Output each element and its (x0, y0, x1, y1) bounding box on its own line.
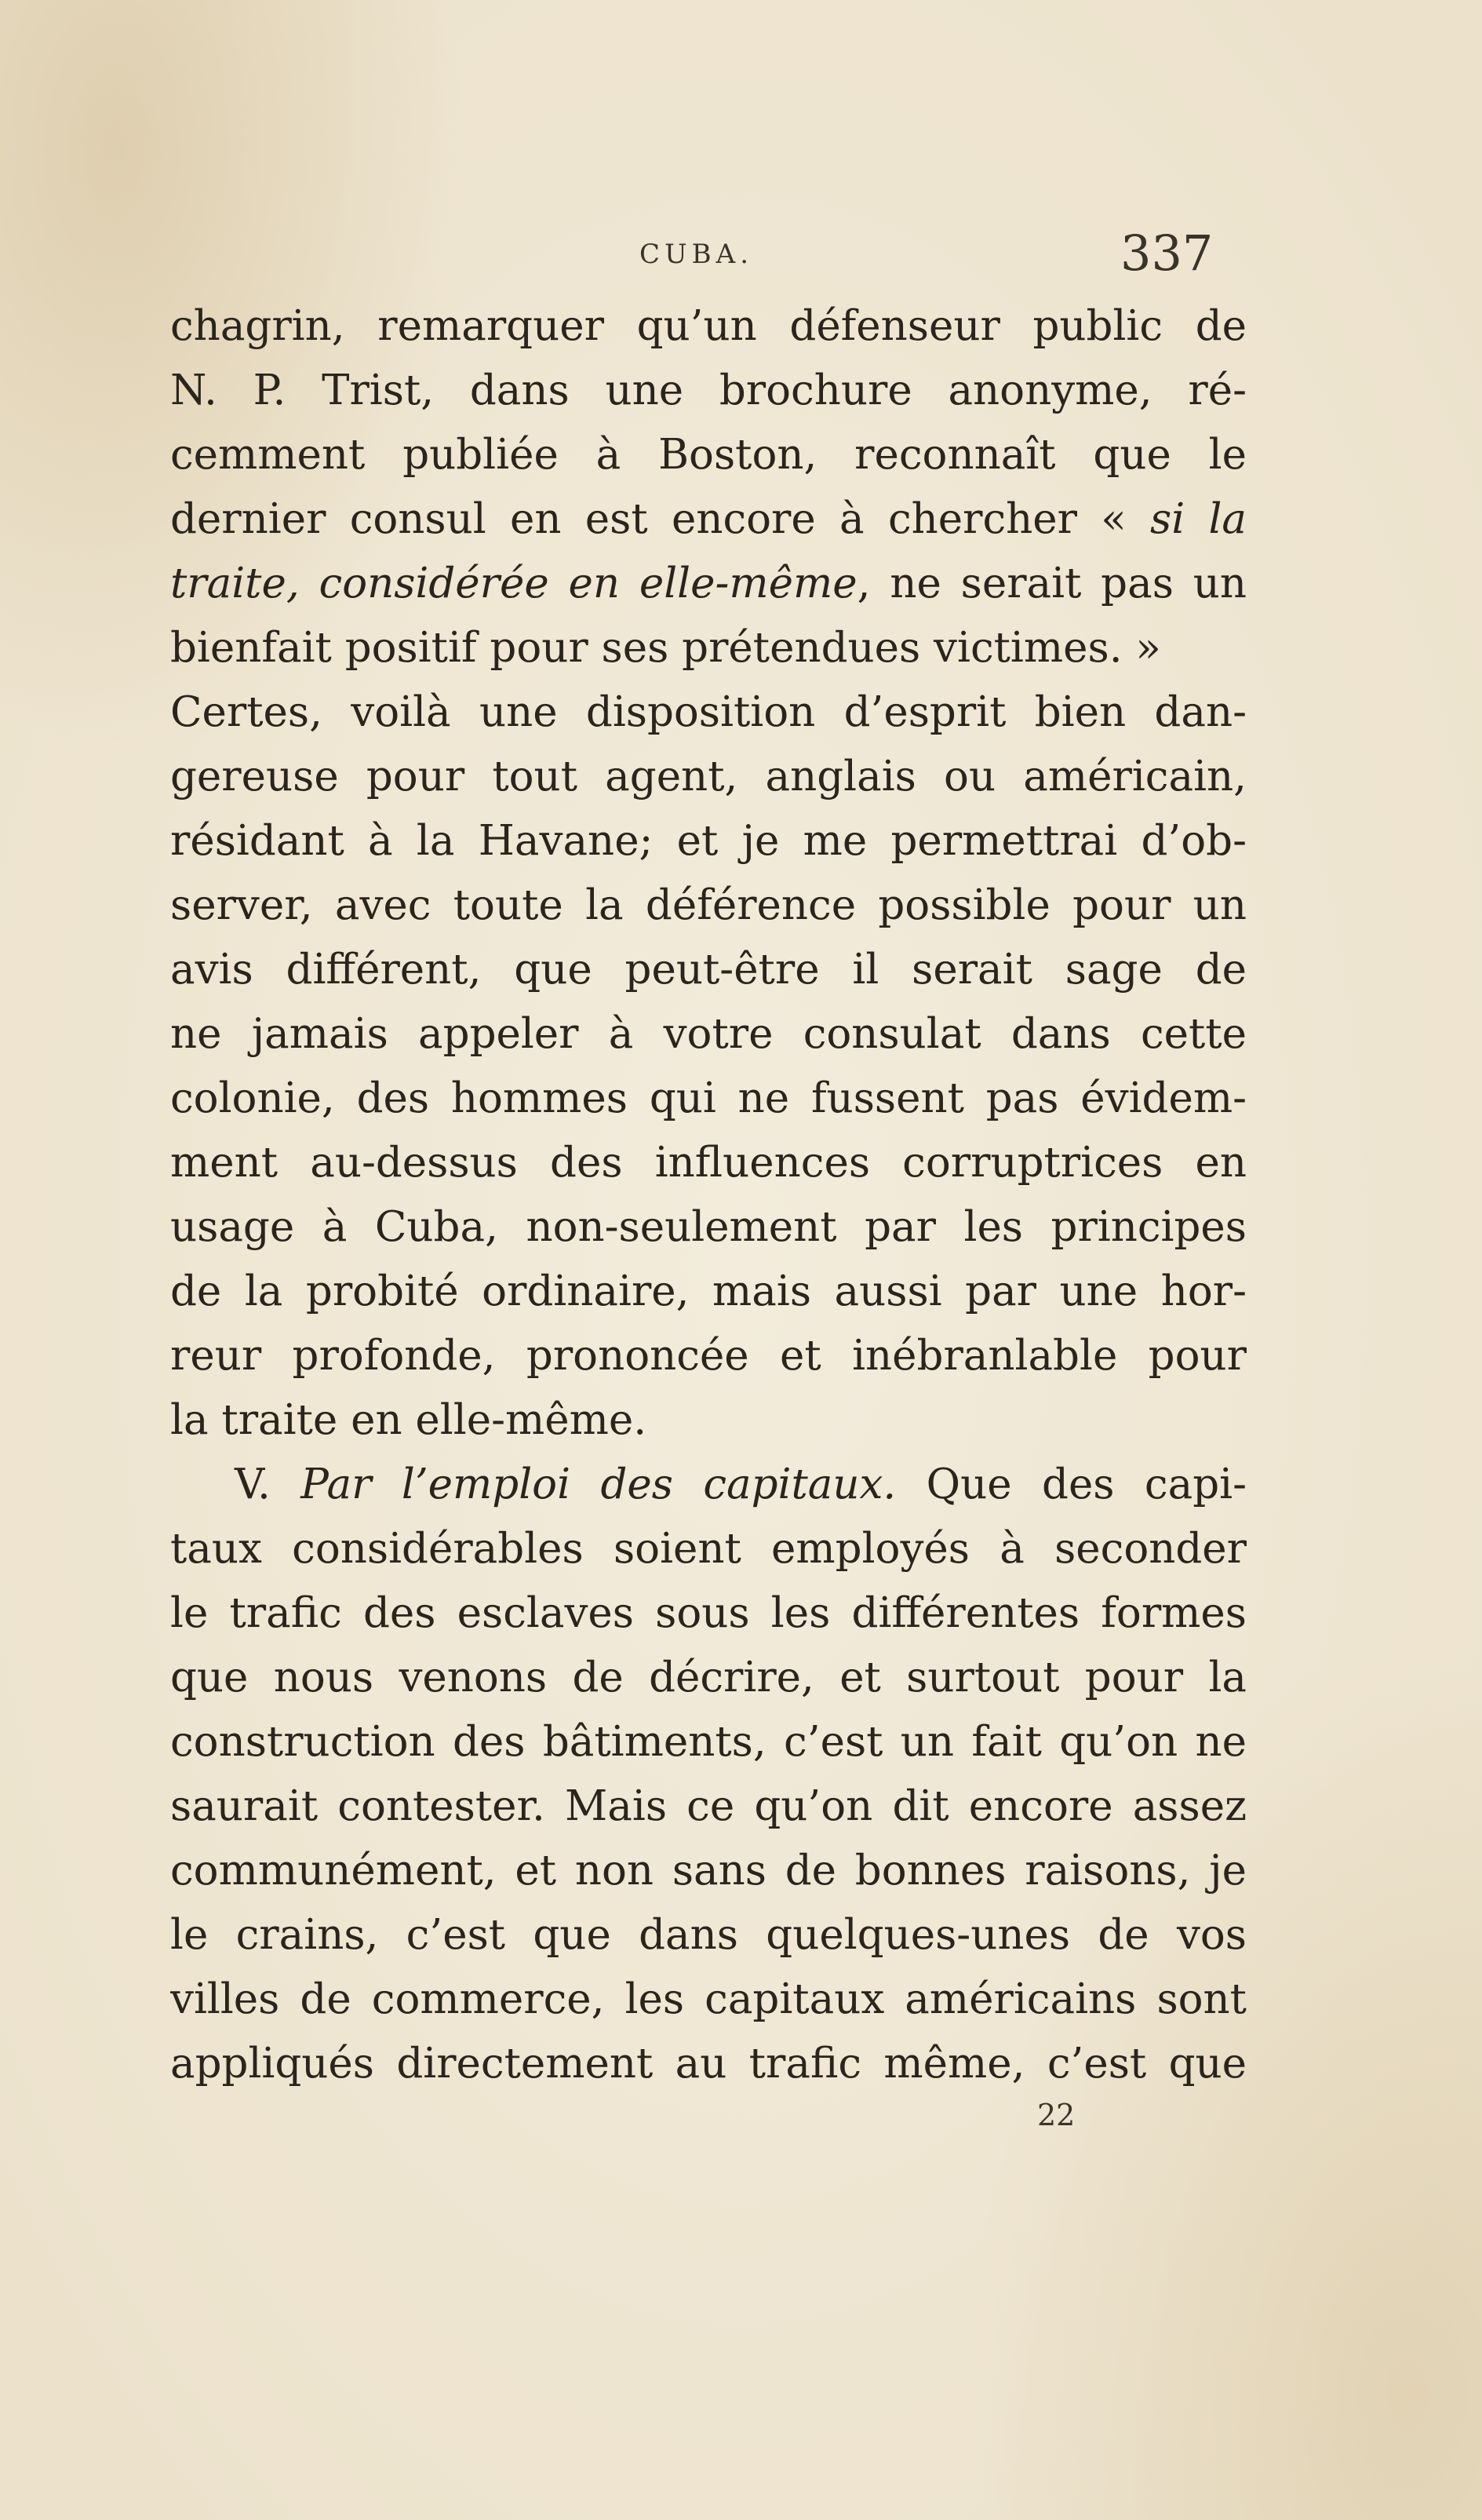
body-text (170, 294, 1247, 2096)
line-text: le crains, c’est que dans quelques-unes de vos (170, 1911, 1247, 1959)
text-line (170, 1388, 1247, 1453)
text-line (170, 1517, 1247, 1581)
line-italic-text: Par l’emploi des capitaux. (300, 1461, 897, 1508)
text-line (170, 1195, 1247, 1260)
line-text: construction des bâtiments, c’est un fait qu’on ne (170, 1718, 1247, 1766)
line-text: usage à Cuba, non-seulement par les principes (170, 1203, 1247, 1251)
text-line (170, 294, 1247, 359)
line-text: Que des capi- (896, 1461, 1247, 1508)
text-line (170, 1646, 1247, 1710)
line-text: résidant à la Havane; et je me permettrai d’ob- (170, 817, 1247, 865)
text-line (170, 616, 1247, 680)
line-text: de la probité ordinaire, mais aussi par une hor- (170, 1267, 1247, 1315)
line-text: ne jamais appeler à votre consulat dans cette (170, 1010, 1247, 1058)
text-line (170, 1324, 1247, 1388)
text-line (170, 1903, 1247, 1967)
text-line (170, 1453, 1247, 1517)
text-line (170, 1710, 1247, 1774)
text-line (170, 423, 1247, 487)
line-text: avis différent, que peut-être il serait sage de (170, 946, 1247, 994)
line-text: gereuse pour tout agent, anglais ou américain, (170, 753, 1247, 800)
text-line (170, 1002, 1247, 1067)
line-text: chagrin, remarquer qu’un défenseur public de (170, 302, 1247, 350)
line-text: colonie, des hommes qui ne fussent pas évidem- (170, 1074, 1247, 1122)
line-text: villes de commerce, les capitaux américains sont (170, 1975, 1247, 2023)
line-text: dernier consul en est encore à chercher « (170, 495, 1150, 543)
signature-mark: 22 (1037, 2098, 1076, 2132)
page-number: 337 (1120, 224, 1214, 282)
text-line (170, 1260, 1247, 1324)
text-line (170, 1581, 1247, 1646)
text-line (170, 873, 1247, 938)
line-italic-text: traite, considérée en elle-même (170, 560, 858, 607)
line-text: cemment publiée à Boston, reconnaît que le (170, 431, 1247, 479)
line-italic-text: si la (1150, 495, 1247, 543)
line-text: server, avec toute la déférence possible pour un (170, 881, 1247, 929)
line-text: que nous venons de décrire, et surtout pour la (170, 1654, 1247, 1701)
line-text: ment au-dessus des influences corruptrices en (170, 1139, 1247, 1187)
text-line (170, 2032, 1247, 2096)
text-line (170, 487, 1247, 552)
text-line (170, 1967, 1247, 2032)
text-line (170, 680, 1247, 745)
line-text: , ne serait pas un (857, 560, 1247, 607)
text-line (170, 1131, 1247, 1195)
text-line (170, 552, 1247, 616)
line-text: la traite en elle-même. (170, 1396, 647, 1444)
text-line (170, 745, 1247, 809)
line-text: appliqués directement au trafic même, c’est que (170, 2040, 1247, 2088)
text-line (170, 809, 1247, 873)
text-line (170, 938, 1247, 1002)
line-text: le trafic des esclaves sous les différentes formes (170, 1589, 1247, 1637)
text-line (170, 359, 1247, 423)
line-text: N. P. Trist, dans une brochure anonyme, ré- (170, 367, 1247, 414)
page-header (0, 224, 1482, 283)
line-text: V. (235, 1461, 301, 1508)
line-text: Certes, voilà une disposition d’esprit bien dan- (170, 688, 1247, 736)
line-text: taux considérables soient employés à seconder (170, 1525, 1247, 1573)
running-head: CUBA. (639, 239, 754, 270)
line-text: reur profonde, prononcée et inébranlable pour (170, 1332, 1247, 1380)
text-line (170, 1839, 1247, 1903)
line-text: saurait contester. Mais ce qu’on dit encore assez (170, 1782, 1247, 1830)
text-line (170, 1774, 1247, 1839)
line-text: communément, et non sans de bonnes raisons, je (170, 1847, 1247, 1895)
line-text: bienfait positif pour ses prétendues victimes. » (170, 624, 1161, 672)
text-line (170, 1067, 1247, 1131)
